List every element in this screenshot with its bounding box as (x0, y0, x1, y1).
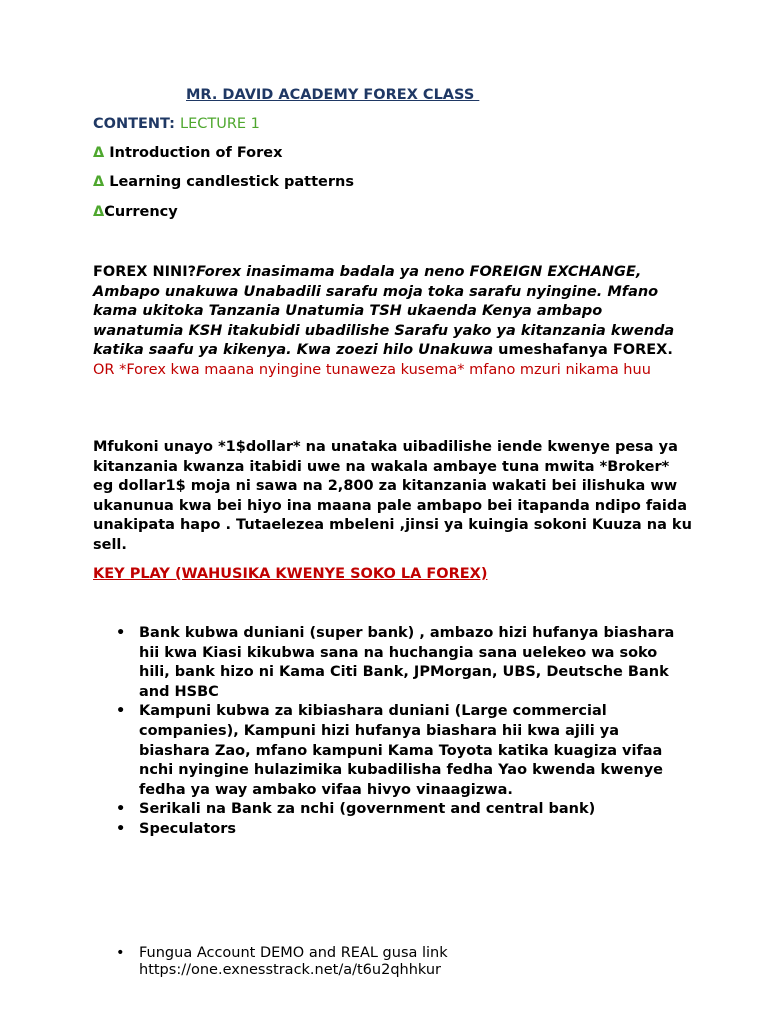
page-title: MR. DAVID ACADEMY FOREX CLASS (186, 87, 480, 103)
forex-explanation: Forex inasimama badala ya neno FOREIGN EXCHANGE, Ambapo unakuwa Unabadili sarafu moja toka sarafu nyingine. Mfano kama ukitoka Tanzania Unatumia TSH ukaenda Kenya ambapo wanatumia KSH itakubidi ubadilishe Sarafu yako ya kitanzania kwenda katika saafu ya kikenya. Kwa zoezi hilo Unakuwa (93, 264, 675, 359)
forex-conclusion: umeshafanya FOREX. (493, 342, 673, 359)
list-item (93, 800, 683, 820)
forex-definition-paragraph (93, 263, 693, 381)
list-item-text: Speculators (139, 820, 237, 837)
account-cta-text: Fungua Account DEMO and REAL gusa link (139, 945, 448, 961)
topic-item (93, 204, 178, 220)
bullet-icon: • (116, 945, 125, 961)
topic-item (93, 145, 282, 161)
account-link-list (93, 945, 693, 979)
topic-text: Introduction of Forex (109, 145, 283, 161)
content-heading (93, 116, 260, 132)
lecture-label: LECTURE 1 (179, 116, 260, 132)
list-item (93, 702, 683, 800)
delta-icon: Δ (93, 145, 105, 161)
list-item-text: Serikali na Bank za nchi (government and central bank) (139, 801, 596, 818)
bullet-icon: • (116, 703, 126, 720)
delta-icon: Δ (93, 174, 105, 190)
topic-item (93, 174, 354, 190)
broker-example-paragraph: Mfukoni unayo *1$dollar* na unataka uibadilishe iende kwenye pesa ya kitanzania kwanza itabidi uwe na wakala ambaye tuna mwita *Broker* eg dollar1$ moja ni sawa na 2,800 za kitanzania wakati bei ilishuka ww ukanunua kwa bei hiyo ina maana pale ambapo bei itapanda ndipo faida unakipata hapo . Tutaelezea mbeleni ,jinsi ya kuingia sokoni Kuuza na ku sell. (93, 439, 692, 553)
list-item (93, 820, 683, 840)
topic-text: Learning candlestick patterns (109, 174, 354, 190)
topic-text: Currency (104, 204, 178, 220)
delta-icon: Δ (93, 204, 105, 220)
list-item (93, 945, 693, 979)
list-item-text: Kampuni kubwa za kibiashara duniani (Large commercial companies), Kampuni hizi hufanya biashara hii kwa ajili ya biashara Zao, mfano kampuni Kama Toyota katika kuagiza vifaa nchi nyingine hulazimika kubadilisha fedha Yao kwenda kwenye fedha ya way ambako vifaa hivyo vinaagizwa. (139, 703, 663, 798)
bullet-icon: • (116, 625, 126, 641)
bullet-icon: • (116, 820, 126, 837)
forex-question: FOREX NINI? (93, 264, 197, 280)
forex-example-intro: OR *Forex kwa maana nyingine tunaweza kusema* mfano mzuri nikama huu (93, 361, 651, 378)
list-item-text: Bank kubwa duniani (super bank) , ambazo hizi hufanya biashara hii kwa Kiasi kikubwa sana na huchangia sana uelekeo wa soko hili, bank hizo ni Kama Citi Bank, JPMorgan, UBS, Deutsche Bank and HSBC (139, 625, 675, 700)
market-players-list (93, 624, 683, 840)
key-play-heading: KEY PLAY (WAHUSIKA KWENYE SOKO LA FOREX) (93, 566, 488, 582)
content-label: CONTENT: (93, 116, 180, 132)
account-link[interactable]: https://one.exnesstrack.net/a/t6u2qhhkur (139, 962, 442, 978)
bullet-icon: • (116, 801, 126, 818)
list-item (93, 624, 683, 702)
